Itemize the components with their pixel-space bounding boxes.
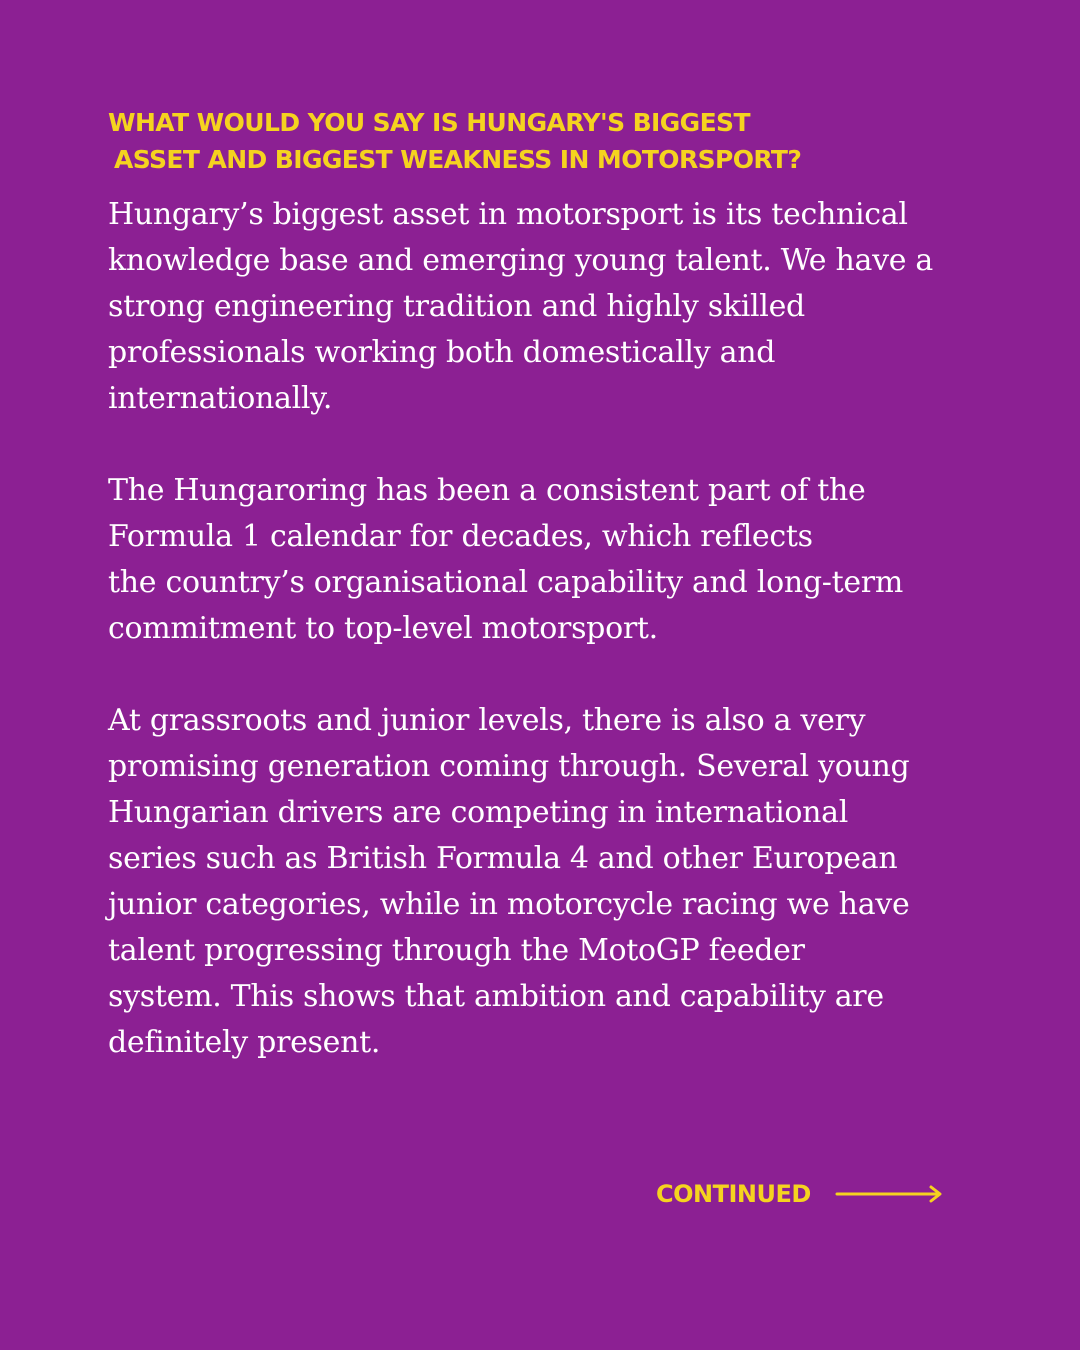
text-line: junior categories, while in motorcycle racing we have bbox=[108, 887, 910, 922]
continued-label: CONTINUED bbox=[656, 1180, 811, 1208]
text-line: promising generation coming through. Several young bbox=[108, 749, 910, 784]
text-line: The Hungaroring has been a consistent part of the bbox=[108, 473, 866, 508]
answer-paragraph-2 bbox=[108, 468, 988, 652]
text-line: Formula 1 calendar for decades, which reflects bbox=[108, 519, 813, 554]
text-line: talent progressing through the MotoGP feeder bbox=[108, 933, 805, 968]
question-line: ASSET AND BIGGEST WEAKNESS IN MOTORSPORT? bbox=[114, 145, 802, 174]
text-line: definitely present. bbox=[108, 1025, 381, 1060]
text-line: series such as British Formula 4 and other European bbox=[108, 841, 898, 876]
continued-link[interactable] bbox=[656, 1176, 945, 1212]
text-line: Hungarian drivers are competing in international bbox=[108, 795, 849, 830]
answer-paragraph-3 bbox=[108, 698, 988, 1066]
text-line: strong engineering tradition and highly skilled bbox=[108, 289, 805, 324]
text-line: system. This shows that ambition and capability are bbox=[108, 979, 884, 1014]
text-line: commitment to top-level motorsport. bbox=[108, 611, 658, 646]
text-line: the country’s organisational capability and long-term bbox=[108, 565, 903, 600]
text-line: internationally. bbox=[108, 381, 333, 416]
text-line: professionals working both domestically and bbox=[108, 335, 776, 370]
answer-paragraph-1 bbox=[108, 192, 988, 422]
text-line: knowledge base and emerging young talent. We have a bbox=[108, 243, 934, 278]
question-heading bbox=[108, 104, 988, 178]
answer-body bbox=[108, 192, 988, 1112]
text-line: Hungary’s biggest asset in motorsport is its technical bbox=[108, 197, 908, 232]
arrow-right-icon bbox=[835, 1184, 945, 1204]
text-line: At grassroots and junior levels, there is also a very bbox=[108, 703, 866, 738]
question-line: WHAT WOULD YOU SAY IS HUNGARY'S BIGGEST bbox=[108, 108, 750, 137]
